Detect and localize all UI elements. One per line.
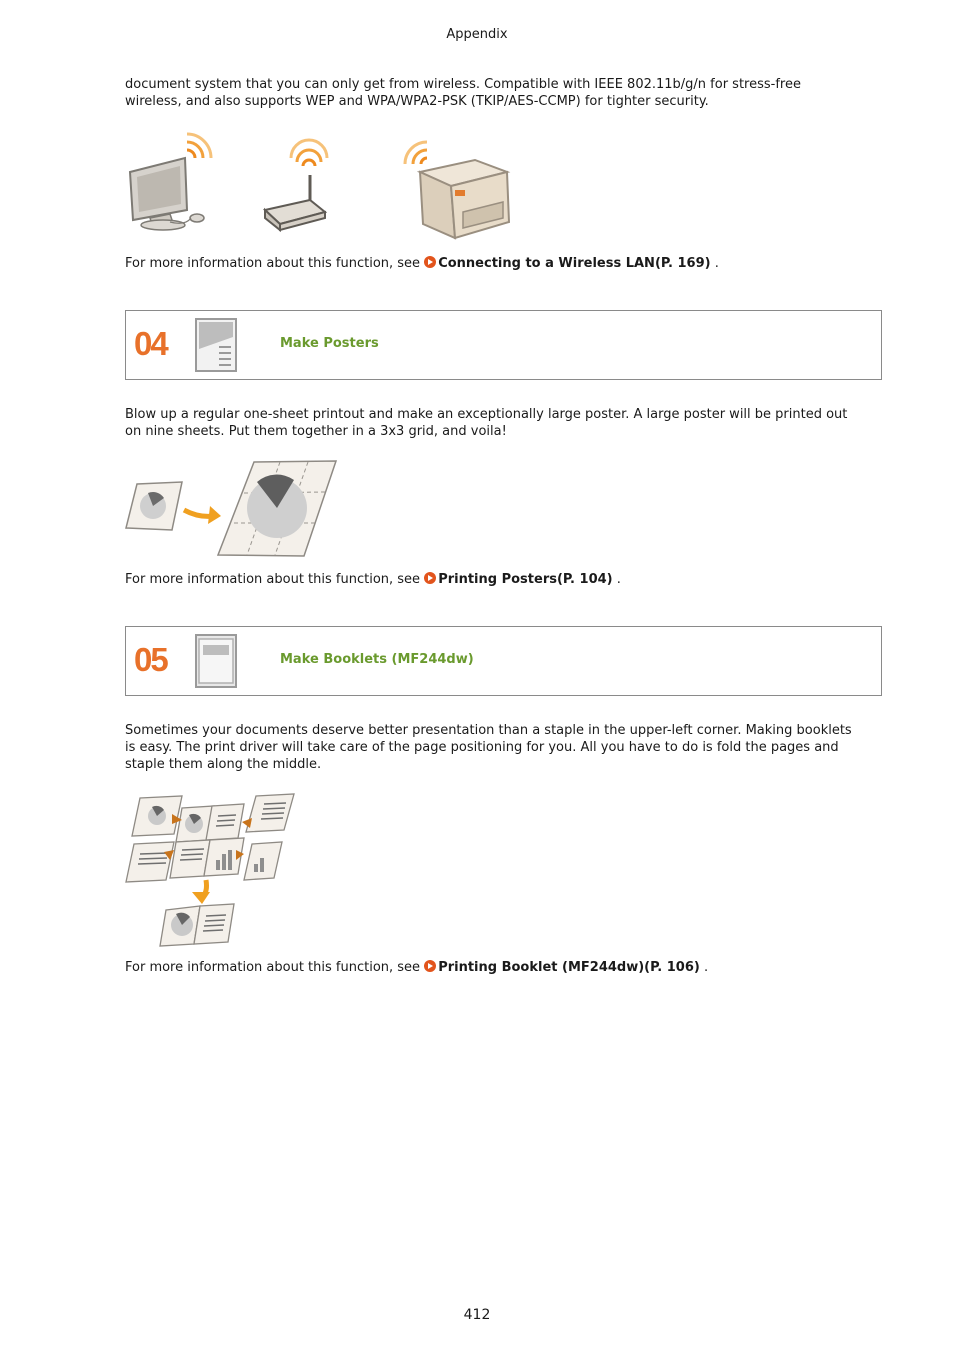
printer-icon <box>405 142 509 238</box>
computer-icon <box>130 134 211 230</box>
poster-illustration <box>124 458 339 560</box>
booklets-more-info <box>125 959 885 976</box>
page-header: Appendix <box>446 27 508 42</box>
wireless-paragraph <box>125 76 885 110</box>
large-poster-icon <box>218 461 336 556</box>
booklet-page-icon <box>193 633 241 689</box>
booklet-illustration <box>124 792 299 950</box>
wireless-illustration <box>125 130 520 245</box>
router-icon <box>265 140 327 230</box>
wireless-lan-link[interactable]: Connecting to a Wireless LAN(P. 169) <box>438 256 711 271</box>
section-header-make-booklets <box>125 626 882 696</box>
link-arrow-icon <box>424 572 436 584</box>
page-number: 412 <box>463 1307 491 1323</box>
booklets-line-3: staple them along the middle. <box>125 757 322 772</box>
wireless-line-1: document system that you can only get from wireless. Compatible with IEEE 802.11b/g/n for stress-free <box>125 77 801 92</box>
poster-page-icon <box>193 317 241 373</box>
arrow-down-icon <box>192 880 210 904</box>
booklets-line-2: is easy. The print driver will take care of the page positioning for you. All you have to do is fold the pages and <box>125 740 839 755</box>
link-arrow-icon <box>424 256 436 268</box>
section-title: Make Booklets (MF244dw) <box>280 652 474 667</box>
posters-line-1: Blow up a regular one-sheet printout and make an exceptionally large poster. A large poster will be printed out <box>125 407 848 422</box>
link-suffix: . <box>699 960 709 975</box>
link-suffix: . <box>710 256 719 271</box>
link-suffix: . <box>612 572 621 587</box>
link-arrow-icon <box>424 960 436 972</box>
more-info-prefix: For more information about this function, see <box>125 960 425 975</box>
section-header-make-posters <box>125 310 882 380</box>
small-page-icon <box>126 482 182 530</box>
posters-more-info <box>125 571 885 588</box>
wireless-line-2: wireless, and also supports WEP and WPA/WPA2-PSK (TKIP/AES-CCMP) for tighter security. <box>125 94 709 109</box>
posters-line-2: on nine sheets. Put them together in a 3x3 grid, and voila! <box>125 424 507 439</box>
section-number: 04 <box>134 325 167 362</box>
section-title: Make Posters <box>280 336 379 351</box>
more-info-prefix: For more information about this function, see <box>125 572 425 587</box>
posters-paragraph <box>125 406 885 440</box>
printing-booklet-link[interactable]: Printing Booklet (MF244dw)(P. 106) <box>438 960 700 975</box>
printing-posters-link[interactable]: Printing Posters(P. 104) <box>438 572 613 587</box>
section-number: 05 <box>134 641 167 678</box>
more-info-prefix: For more information about this function, see <box>125 256 425 271</box>
booklets-paragraph <box>125 722 885 773</box>
wireless-more-info <box>125 255 885 272</box>
booklets-line-1: Sometimes your documents deserve better presentation than a staple in the upper-left corner. Making booklets <box>125 723 852 738</box>
arrow-right-icon <box>184 506 221 524</box>
